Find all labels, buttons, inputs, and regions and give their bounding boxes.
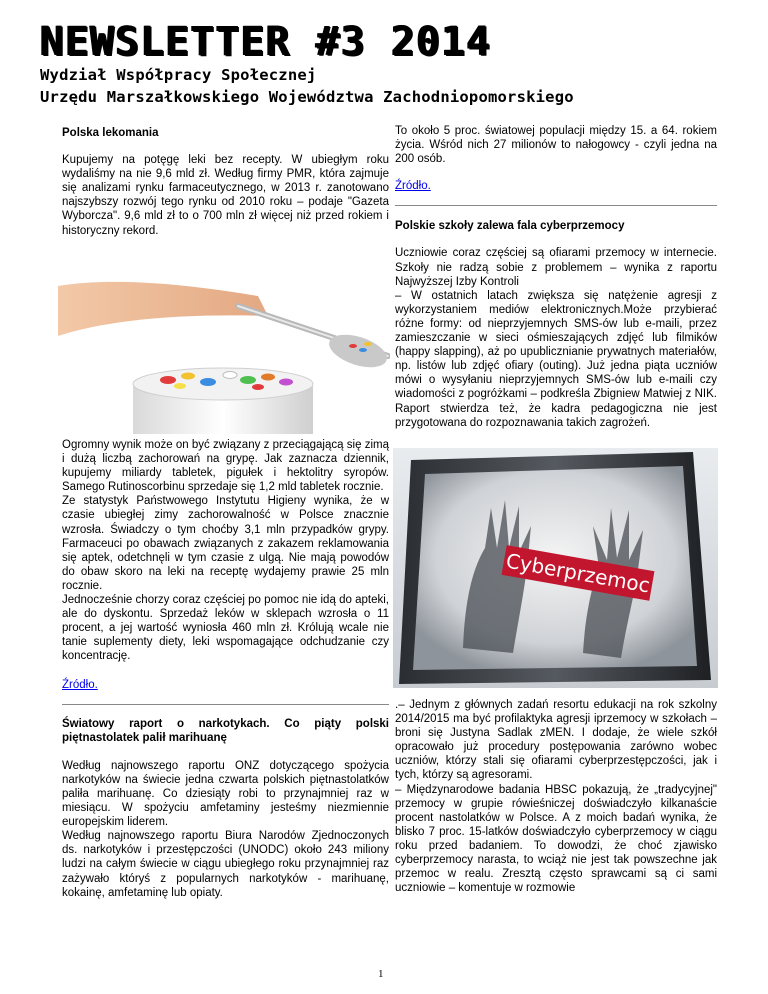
article-narkotyki-cont xyxy=(395,124,717,430)
divider xyxy=(395,205,717,206)
newsletter-title: NEWSLETTER #3 2014 xyxy=(40,19,492,65)
article-paragraph: Według najnowszego raportu Biura Narodów Zjednoczonych ds. narkotyków i przestępczości (UNODC) około 243 miliony ludzi na całym świecie w ciągu ubiegłego roku przynajmniej raz zażywało któryś z popularnych narkotyków - marihuanę, kokainę, amfetaminę lub opiaty. xyxy=(62,830,389,899)
article-lekomania-body xyxy=(62,438,389,900)
source-link[interactable]: Źródło. xyxy=(62,678,98,691)
article-paragraph: – Międzynarodowe badania HBSC pokazują, że „tradycyjnej" przemocy w grupie rówieśniczej doświadczyło kilkanaście procent nastolatków w Polsce. A z moich badań wynika, że blisko 7 proc. 15-latków doświadczyło cyberprzemocy w ciągu roku przed badaniem. To dowodzi, że choć zjawisko cyberprzemocy narasta, to wciąż nie jest tak powszechne jak przemoc w realu. Zresztą często sprawcami są ci sami uczniowie – komentuje w rozmowie xyxy=(395,783,717,895)
article-paragraph: Uczniowie coraz częściej są ofiarami przemocy w internecie. Szkoły nie radzą sobie z problemem – wynika z raportu Najwyższej Izby Kontroli xyxy=(395,247,717,288)
article-paragraph: Ze statystyk Państwowego Instytutu Higieny wynika, że w czasie ubiegłej zimy zachorowalność w Polsce znacznie wzrosła. Świadczy o tym choćby 3,1 mln przypadków grypy. Farmaceuci po obawach związanych z zakazem reklamowania się aptek, odetchnęli w tym czasie z ulgą. Nie mają powodów do obaw skoro na leki na receptę wydajemy prawie 25 mln rocznie. xyxy=(62,495,389,592)
article-paragraph: Kupujemy na potęgę leki bez recepty. W ubiegłym roku wydaliśmy na nie 9,6 mld zł. Według firmy PMR, która zajmuje się analizami rynku farmaceutycznego, w 2013 r. zanotowano najszybszy rozwój tego rynku od 2010 roku – podaje "Gazeta Wyborcza". 9,6 mld zł to o 700 mln zł więcej niż przed rokiem i historyczny rekord. xyxy=(62,154,389,237)
office-name: Urzędu Marszałkowskiego Województwa Zachodniopomorskiego xyxy=(40,88,574,106)
pills-spoon-image xyxy=(58,276,390,434)
article-paragraph: .– Jednym z głównych zadań resortu edukacji na rok szkolny 2014/2015 ma być profilaktyka agresji iprzemocy w szkołach – broni się Justyna Sadlak zMEN. I dodaje, że wiele szkół opracowało już procedury postępowania zarówno wobec uczniów, którzy stali się ofiarami cyberprzestępczości, jak i tych, którzy są agresorami. xyxy=(395,699,717,782)
divider xyxy=(62,704,389,705)
article-paragraph: – W ostatnich latach zwiększa się natężenie agresji z wykorzystaniem mediów elektronicznych.Może przybierać różne formy: od nieprzyjemnych SMS-ów lub e-maili, przez zamieszczanie w sieci ośmieszających zdjęć lub filmików (happy slapping), aż po upublicznianie prywatnych materiałów, np. listów lub zdjęć ofiary (outing). Już jedna piąta uczniów mówi o wysyłaniu nieprzyjemnych SMS-ów lub e-maili czy wiadomości z pogróżkami – podkreśla Zbigniew Matwiej z NIK. Raport stwierdza też, że kadra pedagogiczna nie jest przygotowana do rozpoznawania takich zagrożeń. xyxy=(395,289,717,429)
department-name: Wydział Współpracy Społecznej xyxy=(40,66,317,84)
article-cyberprzemoc-body xyxy=(395,698,717,895)
article-title: Polska lekomania xyxy=(62,127,159,139)
page-number: 1 xyxy=(378,968,384,980)
article-title: Światowy raport o narkotykach. Co piąty polski piętnastolatek palił marihuanę xyxy=(62,717,389,744)
cyberprzemoc-label: Cyberprzemoc xyxy=(504,548,652,598)
article-lekomania-intro xyxy=(62,126,389,238)
article-title: Polskie szkoły zalewa fala cyberprzemocy xyxy=(395,220,625,233)
source-link[interactable]: Źródło. xyxy=(395,180,431,193)
article-paragraph: Według najnowszego raportu ONZ dotyczącego spożycia narkotyków na świecie jedna czwarta polskich piętnastolatków paliła marihuanę. Co dziesiąty robi to przynajmniej raz w miesiącu. W spożyciu amfetaminy jesteśmy niezmiennie europejskim liderem. xyxy=(62,759,389,829)
article-paragraph: To około 5 proc. światowej populacji między 15. a 64. rokiem życia. Wśród nich 27 milionów to nałogowcy - czyli jedna na 200 osób. xyxy=(395,125,717,166)
article-paragraph: Ogromny wynik może on być związany z przeciągającą się zimą i dużą liczbą zachorowań na grypę. Jak zaznacza dziennik, kupujemy miliardy tabletek, pigułek i hektolitry syropów. Samego Rutinoscorbinu sprzedaje się 1,2 mld tabletek rocznie. xyxy=(62,439,389,494)
masthead xyxy=(40,20,730,108)
cyberprzemoc-image xyxy=(393,448,718,688)
article-paragraph: Jednocześnie chorzy coraz częściej po pomoc nie idą do apteki, ale do dyskontu. Sprzedaż leków w sklepach wzrosła o 11 procent, a jej wartość wyniosła 460 mln zł. Królują wcale nie tanie suplementy diety, leki wspomagające odchudzanie czy koncentrację. xyxy=(62,594,389,663)
